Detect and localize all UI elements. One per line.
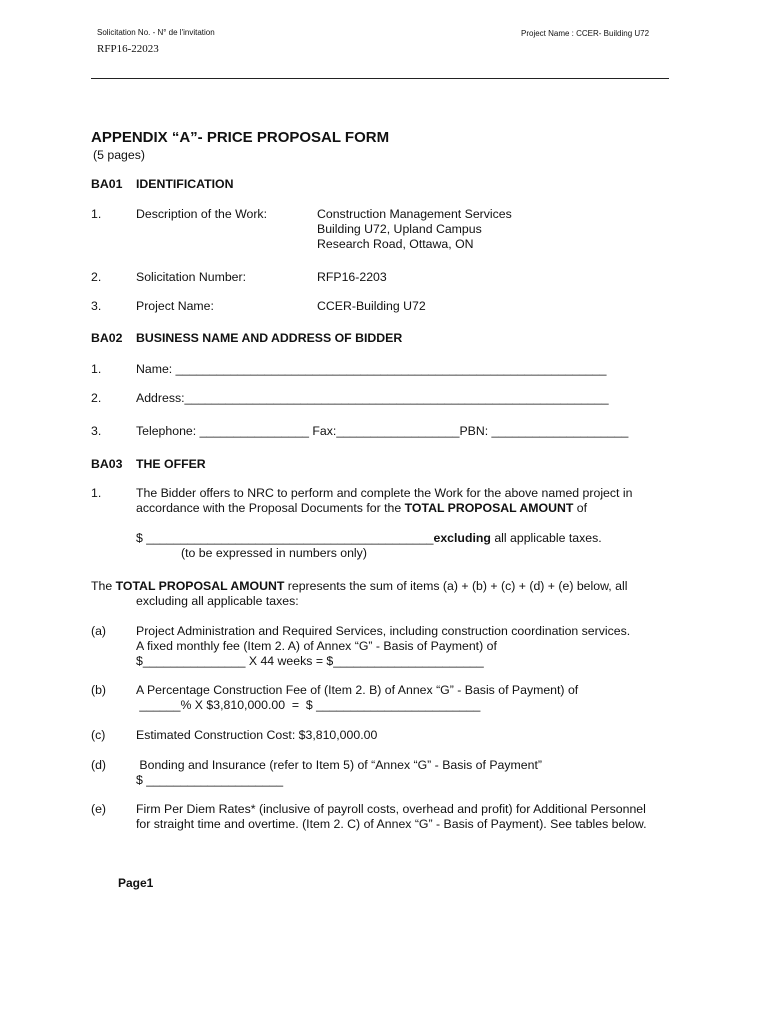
item-e-line-1: Firm Per Diem Rates* (inclusive of payroll costs, overhead and profit) for Additional Personnel [136, 802, 646, 816]
item-b-num: (b) [91, 683, 107, 697]
work-description-line-3: Research Road, Ottawa, ON [317, 237, 474, 251]
solicitation-label: Solicitation No. - N° de l'invitation [97, 28, 215, 37]
solicitation-number: RFP16-22023 [97, 43, 159, 55]
item-a-fee-field[interactable]: $_______________ X 44 weeks = $______________________ [136, 654, 484, 668]
ba01-code: BA01 [91, 177, 123, 191]
work-description-line-1: Construction Management Services [317, 207, 512, 221]
header-divider [91, 78, 669, 79]
item-a-num: (a) [91, 624, 107, 638]
total-amount-field[interactable]: $ __________________________________________excluding all applicable taxes. [136, 531, 602, 545]
item-c-line-1: Estimated Construction Cost: $3,810,000.00 [136, 728, 378, 742]
bidder-name-field[interactable]: Name: _______________________________________________________________ [136, 362, 607, 376]
ba01-item-3-num: 3. [91, 299, 102, 313]
ba03-code: BA03 [91, 457, 123, 471]
ba02-item-3-num: 3. [91, 424, 102, 438]
item-d-bonding-field[interactable]: $ ____________________ [136, 773, 284, 787]
item-d-num: (d) [91, 758, 107, 772]
page-title: APPENDIX “A”- PRICE PROPOSAL FORM [91, 129, 390, 146]
page-subtitle: (5 pages) [93, 148, 145, 162]
solicitation-number-value: RFP16-2203 [317, 270, 387, 284]
item-e-line-2: for straight time and overtime. (Item 2. C) of Annex “G” - Basis of Payment). See tables below. [136, 817, 647, 831]
item-c-num: (c) [91, 728, 106, 742]
ba02-item-2-num: 2. [91, 391, 102, 405]
item-e-num: (e) [91, 802, 107, 816]
ba02-item-1-num: 1. [91, 362, 102, 376]
ba03-heading: THE OFFER [136, 457, 206, 471]
item-b-percentage-field[interactable]: ______% X $3,810,000.00 = $ ________________________ [136, 698, 481, 712]
item-d-line-1: Bonding and Insurance (refer to Item 5) of “Annex “G” - Basis of Payment” [136, 758, 542, 772]
bidder-address-field[interactable]: Address:______________________________________________________________ [136, 391, 609, 405]
ba01-item-2-label: Solicitation Number: [136, 270, 247, 284]
ba01-item-2-num: 2. [91, 270, 102, 284]
offer-text-line-1: The Bidder offers to NRC to perform and complete the Work for the above named project in [136, 486, 633, 500]
ba01-item-1-num: 1. [91, 207, 102, 221]
amount-note: (to be expressed in numbers only) [181, 546, 367, 560]
ba02-heading: BUSINESS NAME AND ADDRESS OF BIDDER [136, 331, 403, 345]
item-a-line-2: A fixed monthly fee (Item 2. A) of Annex “G” - Basis of Payment) of [136, 639, 497, 653]
work-description-line-2: Building U72, Upland Campus [317, 222, 482, 236]
bidder-contact-fields[interactable]: Telephone: ________________ Fax:__________________PBN: ____________________ [136, 424, 629, 438]
ba01-item-1-label: Description of the Work: [136, 207, 267, 221]
total-amount-paragraph-line-2: excluding all applicable taxes: [136, 594, 299, 608]
ba01-heading: IDENTIFICATION [136, 177, 234, 191]
item-b-line-1: A Percentage Construction Fee of (Item 2. B) of Annex “G” - Basis of Payment) of [136, 683, 579, 697]
ba03-item-1-num: 1. [91, 486, 102, 500]
page-number: Page1 [118, 876, 154, 890]
ba01-item-3-label: Project Name: [136, 299, 214, 313]
project-name-value: CCER-Building U72 [317, 299, 426, 313]
total-amount-paragraph-line-1: The TOTAL PROPOSAL AMOUNT represents the sum of items (a) + (b) + (c) + (d) + (e) below, all [91, 579, 628, 593]
offer-text-line-2: accordance with the Proposal Documents for the TOTAL PROPOSAL AMOUNT of [136, 501, 588, 515]
project-name-header: Project Name : CCER- Building U72 [521, 29, 650, 38]
ba02-code: BA02 [91, 331, 123, 345]
item-a-line-1: Project Administration and Required Services, including construction coordination services. [136, 624, 631, 638]
